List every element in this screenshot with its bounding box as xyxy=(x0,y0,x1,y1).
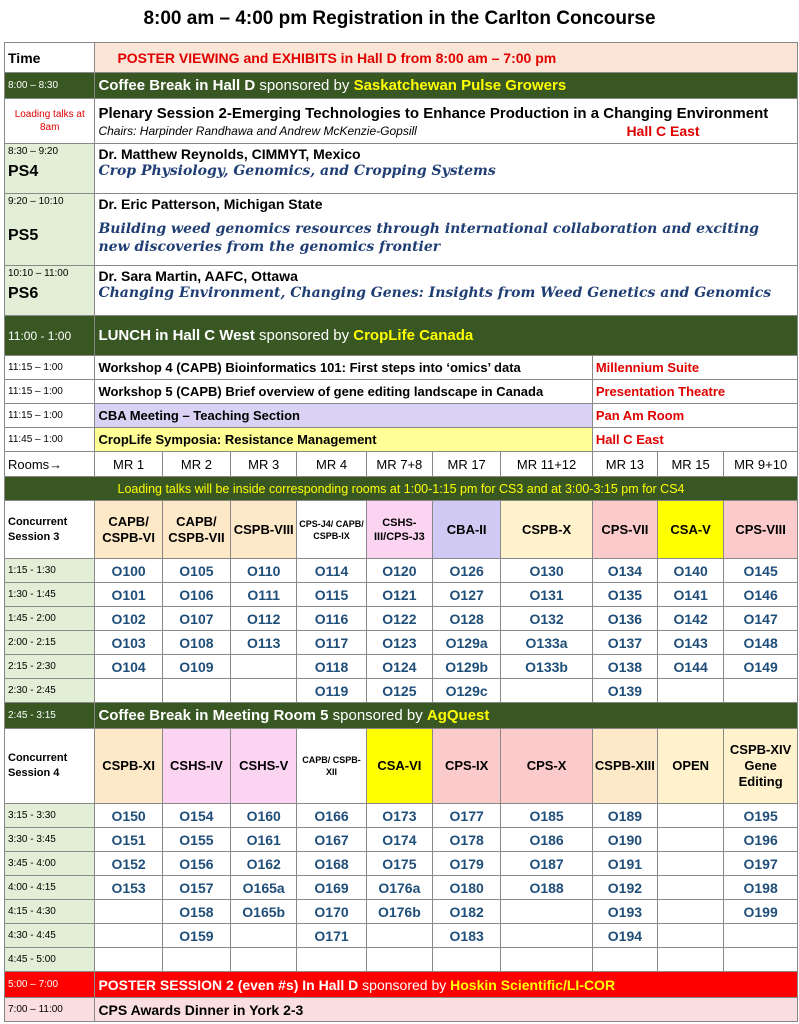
talk-code-cell xyxy=(162,948,230,972)
room-label: MR 17 xyxy=(432,452,500,477)
talk-code-cell xyxy=(501,924,592,948)
cs3-header-row xyxy=(5,501,798,559)
talk-code-cell: O174 xyxy=(366,828,432,852)
talk-code-cell xyxy=(95,924,162,948)
track-header: CSPB-XIII xyxy=(592,729,657,804)
time-cell: 1:30 - 1:45 xyxy=(5,583,95,607)
talk-code-cell: O196 xyxy=(724,828,798,852)
coffee-break-text: Coffee Break in Hall D xyxy=(98,77,256,94)
track-header: CSA-V xyxy=(658,501,724,559)
talk-code-cell: O176a xyxy=(366,876,432,900)
talk-code-cell: O162 xyxy=(231,852,297,876)
talk-code-cell: O159 xyxy=(162,924,230,948)
talk-code-cell xyxy=(432,948,500,972)
track-header: CPS-VII xyxy=(592,501,657,559)
talk-code-cell: O199 xyxy=(724,900,798,924)
talk-code-cell: O195 xyxy=(724,804,798,828)
talk-code-cell: O175 xyxy=(366,852,432,876)
talk-code-cell: O104 xyxy=(95,655,162,679)
track-header: CPS-J4/ CAPB/ CSPB-IX xyxy=(297,501,366,559)
session-text: CropLife Symposia: Resistance Management xyxy=(95,428,592,452)
talk-code-cell: O149 xyxy=(724,655,798,679)
plenary-row xyxy=(5,99,798,144)
talk-code-cell xyxy=(231,679,297,703)
timeslot-row xyxy=(5,559,798,583)
talk-code-cell: O102 xyxy=(95,607,162,631)
track-header: CSPB-VIII xyxy=(231,501,297,559)
talk-code-cell: O116 xyxy=(297,607,366,631)
talk-code-cell: O118 xyxy=(297,655,366,679)
talk-code-cell: O140 xyxy=(658,559,724,583)
talk-code-cell xyxy=(658,948,724,972)
talk-code-cell: O133a xyxy=(501,631,592,655)
lunch-text: LUNCH in Hall C West xyxy=(98,327,255,344)
talk-code-cell xyxy=(658,828,724,852)
track-header: CSHS-V xyxy=(231,729,297,804)
room-label: MR 13 xyxy=(592,452,657,477)
speaker: Dr. Sara Martin, AAFC, Ottawa xyxy=(98,268,298,284)
talk-code-cell: O191 xyxy=(592,852,657,876)
time-cell: 4:15 - 4:30 xyxy=(5,900,95,924)
session-room: Presentation Theatre xyxy=(592,380,797,404)
talk-code-cell: O138 xyxy=(592,655,657,679)
talk-code-cell: O167 xyxy=(297,828,366,852)
time-cell: 8:00 – 8:30 xyxy=(5,73,95,99)
lunch-row xyxy=(5,316,798,356)
talk-code-cell: O110 xyxy=(231,559,297,583)
talk-code-cell: O114 xyxy=(297,559,366,583)
talk-code-cell: O169 xyxy=(297,876,366,900)
track-header: CBA-II xyxy=(432,501,500,559)
talk-code-cell: O185 xyxy=(501,804,592,828)
track-header: CPS-IX xyxy=(432,729,500,804)
talk-code-cell: O135 xyxy=(592,583,657,607)
talk-code-cell xyxy=(231,655,297,679)
time-cell: 3:15 - 3:30 xyxy=(5,804,95,828)
talk-code-cell: O136 xyxy=(592,607,657,631)
time-cell: 11:45 – 1:00 xyxy=(5,428,95,452)
time-cell: 3:30 - 3:45 xyxy=(5,828,95,852)
talk-code-cell: O170 xyxy=(297,900,366,924)
talk-code-cell xyxy=(366,924,432,948)
time-cell: 3:45 - 4:00 xyxy=(5,852,95,876)
room-label: MR 3 xyxy=(231,452,297,477)
room-label: MR 11+12 xyxy=(501,452,592,477)
talk-code-cell: O161 xyxy=(231,828,297,852)
talk-title: Changing Environment, Changing Genes: Insights from Weed Genetics and Genomics xyxy=(98,285,772,301)
talk-code-cell: O125 xyxy=(366,679,432,703)
talk-code-cell: O165a xyxy=(231,876,297,900)
coffee-break-row xyxy=(5,703,798,729)
talk-code-cell: O193 xyxy=(592,900,657,924)
timeslot-row xyxy=(5,852,798,876)
talk-code-cell: O160 xyxy=(231,804,297,828)
talk-code-cell: O171 xyxy=(297,924,366,948)
talk-code-cell: O103 xyxy=(95,631,162,655)
coffee-break-row xyxy=(5,73,798,99)
talk-code-cell xyxy=(658,900,724,924)
track-header: CSHS-IV xyxy=(162,729,230,804)
session-row xyxy=(5,356,798,380)
talk-title: Building weed genomics resources through international collaboration and exciting new discoveries from the genomics frontier xyxy=(98,221,759,255)
talk-code-cell: O157 xyxy=(162,876,230,900)
poster-session-text: POSTER SESSION 2 (even #s) In Hall D xyxy=(98,976,359,993)
talk-code-cell: O176b xyxy=(366,900,432,924)
talk-code-cell: O178 xyxy=(432,828,500,852)
talk-code-cell: O190 xyxy=(592,828,657,852)
timeslot-row xyxy=(5,655,798,679)
talk-code-cell: O188 xyxy=(501,876,592,900)
track-header: CSA-VI xyxy=(366,729,432,804)
coffee-break-text: Coffee Break in Meeting Room 5 xyxy=(98,707,329,724)
talk-code-cell: O152 xyxy=(95,852,162,876)
sponsor-name: AgQuest xyxy=(426,707,490,724)
session-room: Pan Am Room xyxy=(592,404,797,428)
talk-code-cell: O180 xyxy=(432,876,500,900)
talk-code-cell: O107 xyxy=(162,607,230,631)
talk-row xyxy=(5,266,798,316)
session-text: Workshop 5 (CAPB) Brief overview of gene editing landscape in Canada xyxy=(95,380,592,404)
talk-code-cell: O166 xyxy=(297,804,366,828)
time-cell: 1:15 - 1:30 xyxy=(5,559,95,583)
talk-code-cell: O100 xyxy=(95,559,162,583)
track-header: CSPB-XI xyxy=(95,729,162,804)
track-header: CSPB-XIV Gene Editing xyxy=(724,729,798,804)
time-cell: 8:30 – 9:20 PS4 xyxy=(5,144,95,194)
room-label: MR 7+8 xyxy=(366,452,432,477)
rooms-row xyxy=(5,452,798,477)
cs4-header-row xyxy=(5,729,798,804)
room-label: MR 2 xyxy=(162,452,230,477)
plenary-chairs: Chairs: Harpinder Randhawa and Andrew McKenzie-Gopsill xyxy=(98,123,417,138)
timeslot-row xyxy=(5,876,798,900)
talk-code-cell: O105 xyxy=(162,559,230,583)
session-text: CBA Meeting – Teaching Section xyxy=(95,404,592,428)
talk-code-cell: O132 xyxy=(501,607,592,631)
plenary-title: Plenary Session 2-Emerging Technologies to Enhance Production in a Changing Environment xyxy=(98,104,769,122)
session-room: Millennium Suite xyxy=(592,356,797,380)
time-cell: 2:30 - 2:45 xyxy=(5,679,95,703)
track-header: CAPB/ CSPB-XII xyxy=(297,729,366,804)
talk-code-cell: O131 xyxy=(501,583,592,607)
loading-note: Loading talks at 8am xyxy=(5,99,95,144)
plenary-room: Hall C East xyxy=(626,122,700,139)
talk-code-cell xyxy=(592,948,657,972)
talk-code-cell: O182 xyxy=(432,900,500,924)
talk-code-cell xyxy=(724,948,798,972)
loading-note: Loading talks will be inside corresponding rooms at 1:00-1:15 pm for CS3 and at 3:00-3:15 pm for CS4 xyxy=(5,477,798,501)
time-cell: 11:00 - 1:00 xyxy=(5,316,95,356)
talk-code-cell: O129b xyxy=(432,655,500,679)
talk-code-cell: O119 xyxy=(297,679,366,703)
room-label: MR 4 xyxy=(297,452,366,477)
time-cell: 5:00 – 7:00 xyxy=(5,972,95,998)
speaker: Dr. Eric Patterson, Michigan State xyxy=(98,196,323,212)
session-label: Concurrent Session 4 xyxy=(5,729,95,804)
dinner-text: CPS Awards Dinner in York 2-3 xyxy=(95,998,798,1022)
talk-code-cell xyxy=(162,679,230,703)
talk-code-cell: O197 xyxy=(724,852,798,876)
talk-code-cell: O120 xyxy=(366,559,432,583)
talk-code-cell: O183 xyxy=(432,924,500,948)
talk-code-cell xyxy=(658,852,724,876)
session-row xyxy=(5,428,798,452)
time-cell: 9:20 – 10:10 PS5 xyxy=(5,194,95,266)
talk-code-cell: O194 xyxy=(592,924,657,948)
talk-code-cell: O153 xyxy=(95,876,162,900)
talk-code-cell: O156 xyxy=(162,852,230,876)
session-label: Concurrent Session 3 xyxy=(5,501,95,559)
talk-code-cell: O127 xyxy=(432,583,500,607)
talk-code-cell: O122 xyxy=(366,607,432,631)
talk-code-cell: O186 xyxy=(501,828,592,852)
talk-code-cell: O115 xyxy=(297,583,366,607)
talk-code-cell: O173 xyxy=(366,804,432,828)
sponsor-name: CropLife Canada xyxy=(353,327,474,344)
talk-code: PS4 xyxy=(8,163,39,180)
talk-code-cell: O123 xyxy=(366,631,432,655)
talk-code-cell xyxy=(95,900,162,924)
talk-code-cell: O109 xyxy=(162,655,230,679)
talk-code-cell xyxy=(658,876,724,900)
time-cell: 2:00 - 2:15 xyxy=(5,631,95,655)
talk-code-cell xyxy=(724,679,798,703)
session-row xyxy=(5,404,798,428)
talk-code-cell: O124 xyxy=(366,655,432,679)
speaker: Dr. Matthew Reynolds, CIMMYT, Mexico xyxy=(98,146,361,162)
timeslot-row xyxy=(5,583,798,607)
sponsored-by: sponsored by xyxy=(254,327,354,344)
session-row xyxy=(5,380,798,404)
talk-code-cell: O192 xyxy=(592,876,657,900)
time-cell: 4:30 - 4:45 xyxy=(5,924,95,948)
talk-code-cell: O165b xyxy=(231,900,297,924)
talk-code: PS6 xyxy=(8,285,39,302)
rooms-label: Rooms→ xyxy=(5,452,95,477)
talk-code-cell xyxy=(231,924,297,948)
session-text: Workshop 4 (CAPB) Bioinformatics 101: First steps into ‘omics’ data xyxy=(95,356,592,380)
talk-code-cell: O151 xyxy=(95,828,162,852)
talk-code-cell: O158 xyxy=(162,900,230,924)
time-cell: 4:45 - 5:00 xyxy=(5,948,95,972)
talk-code-cell: O111 xyxy=(231,583,297,607)
timeslot-row xyxy=(5,900,798,924)
talk-code-cell xyxy=(297,948,366,972)
track-header: CAPB/ CSPB-VII xyxy=(162,501,230,559)
timeslot-row xyxy=(5,804,798,828)
room-label: MR 1 xyxy=(95,452,162,477)
talk-code-cell: O128 xyxy=(432,607,500,631)
timeslot-row xyxy=(5,607,798,631)
talk-code-cell: O112 xyxy=(231,607,297,631)
talk-code-cell: O189 xyxy=(592,804,657,828)
talk-code-cell: O168 xyxy=(297,852,366,876)
talk-code: PS5 xyxy=(8,227,39,244)
time-cell: 2:45 - 3:15 xyxy=(5,703,95,729)
talk-code-cell: O143 xyxy=(658,631,724,655)
talk-code-cell: O113 xyxy=(231,631,297,655)
talk-code-cell: O117 xyxy=(297,631,366,655)
track-header: CSPB-X xyxy=(501,501,592,559)
talk-code-cell xyxy=(501,679,592,703)
talk-title: Crop Physiology, Genomics, and Cropping Systems xyxy=(98,163,496,179)
talk-row xyxy=(5,144,798,194)
talk-code-cell xyxy=(658,679,724,703)
timeslot-row xyxy=(5,924,798,948)
talk-code-cell: O150 xyxy=(95,804,162,828)
talk-code-cell: O179 xyxy=(432,852,500,876)
talk-code-cell: O134 xyxy=(592,559,657,583)
talk-code-cell: O121 xyxy=(366,583,432,607)
header-row xyxy=(5,43,798,73)
timeslot-row xyxy=(5,828,798,852)
talk-code-cell: O139 xyxy=(592,679,657,703)
talk-code-cell xyxy=(95,948,162,972)
session-room: Hall C East xyxy=(592,428,797,452)
timeslot-row xyxy=(5,948,798,972)
talk-code-cell: O133b xyxy=(501,655,592,679)
talk-code-cell xyxy=(501,900,592,924)
track-header: CPS-X xyxy=(501,729,592,804)
talk-code-cell: O144 xyxy=(658,655,724,679)
time-cell: 10:10 – 11:00 PS6 xyxy=(5,266,95,316)
sponsored-by: sponsored by xyxy=(255,77,354,94)
time-cell: 2:15 - 2:30 xyxy=(5,655,95,679)
timeslot-row xyxy=(5,631,798,655)
talk-code-cell: O141 xyxy=(658,583,724,607)
page-title: 8:00 am – 4:00 pm Registration in the Carlton Concourse xyxy=(143,8,656,29)
talk-code-cell: O177 xyxy=(432,804,500,828)
loading-note-row xyxy=(5,477,798,501)
cs3-grid xyxy=(5,559,798,703)
talk-code-cell xyxy=(501,948,592,972)
talk-code-cell: O108 xyxy=(162,631,230,655)
talk-code-cell: O137 xyxy=(592,631,657,655)
talk-code-cell: O129c xyxy=(432,679,500,703)
talk-code-cell xyxy=(231,948,297,972)
talk-code-cell: O148 xyxy=(724,631,798,655)
room-label: MR 15 xyxy=(658,452,724,477)
talk-code-cell: O146 xyxy=(724,583,798,607)
sponsor-name: Hoskin Scientific/LI-COR xyxy=(450,976,616,993)
talk-row xyxy=(5,194,798,266)
talk-code-cell: O198 xyxy=(724,876,798,900)
sponsored-by: sponsored by xyxy=(328,707,427,724)
talk-code-cell xyxy=(724,924,798,948)
sponsor-name: Saskatchewan Pulse Growers xyxy=(353,77,567,94)
track-header: CPS-VIII xyxy=(724,501,798,559)
talk-code-cell xyxy=(658,924,724,948)
talk-code-cell: O130 xyxy=(501,559,592,583)
dinner-row xyxy=(5,998,798,1022)
talk-code-cell: O129a xyxy=(432,631,500,655)
time-cell: 4:00 - 4:15 xyxy=(5,876,95,900)
time-cell: 7:00 – 11:00 xyxy=(5,998,95,1022)
poster-viewing-banner: POSTER VIEWING and EXHIBITS in Hall D from 8:00 am – 7:00 pm xyxy=(95,43,798,73)
time-cell: 11:15 – 1:00 xyxy=(5,356,95,380)
track-header: CAPB/ CSPB-VI xyxy=(95,501,162,559)
time-cell: 1:45 - 2:00 xyxy=(5,607,95,631)
talk-code-cell: O154 xyxy=(162,804,230,828)
schedule-table xyxy=(4,42,798,1022)
room-label: MR 9+10 xyxy=(724,452,798,477)
track-header: OPEN xyxy=(658,729,724,804)
talk-code-cell: O155 xyxy=(162,828,230,852)
talk-code-cell: O187 xyxy=(501,852,592,876)
timeslot-row xyxy=(5,679,798,703)
time-cell: 11:15 – 1:00 xyxy=(5,404,95,428)
track-header: CSHS-III/CPS-J3 xyxy=(366,501,432,559)
sponsored-by: sponsored by xyxy=(358,976,451,993)
cs4-grid xyxy=(5,804,798,972)
talk-code-cell xyxy=(366,948,432,972)
talk-code-cell: O142 xyxy=(658,607,724,631)
talk-code-cell: O101 xyxy=(95,583,162,607)
time-cell: 11:15 – 1:00 xyxy=(5,380,95,404)
talk-code-cell: O145 xyxy=(724,559,798,583)
talk-code-cell xyxy=(95,679,162,703)
talk-code-cell: O147 xyxy=(724,607,798,631)
talk-code-cell: O106 xyxy=(162,583,230,607)
talk-code-cell: O126 xyxy=(432,559,500,583)
talk-code-cell xyxy=(658,804,724,828)
poster-session-row xyxy=(5,972,798,998)
time-label: Time xyxy=(5,43,95,73)
